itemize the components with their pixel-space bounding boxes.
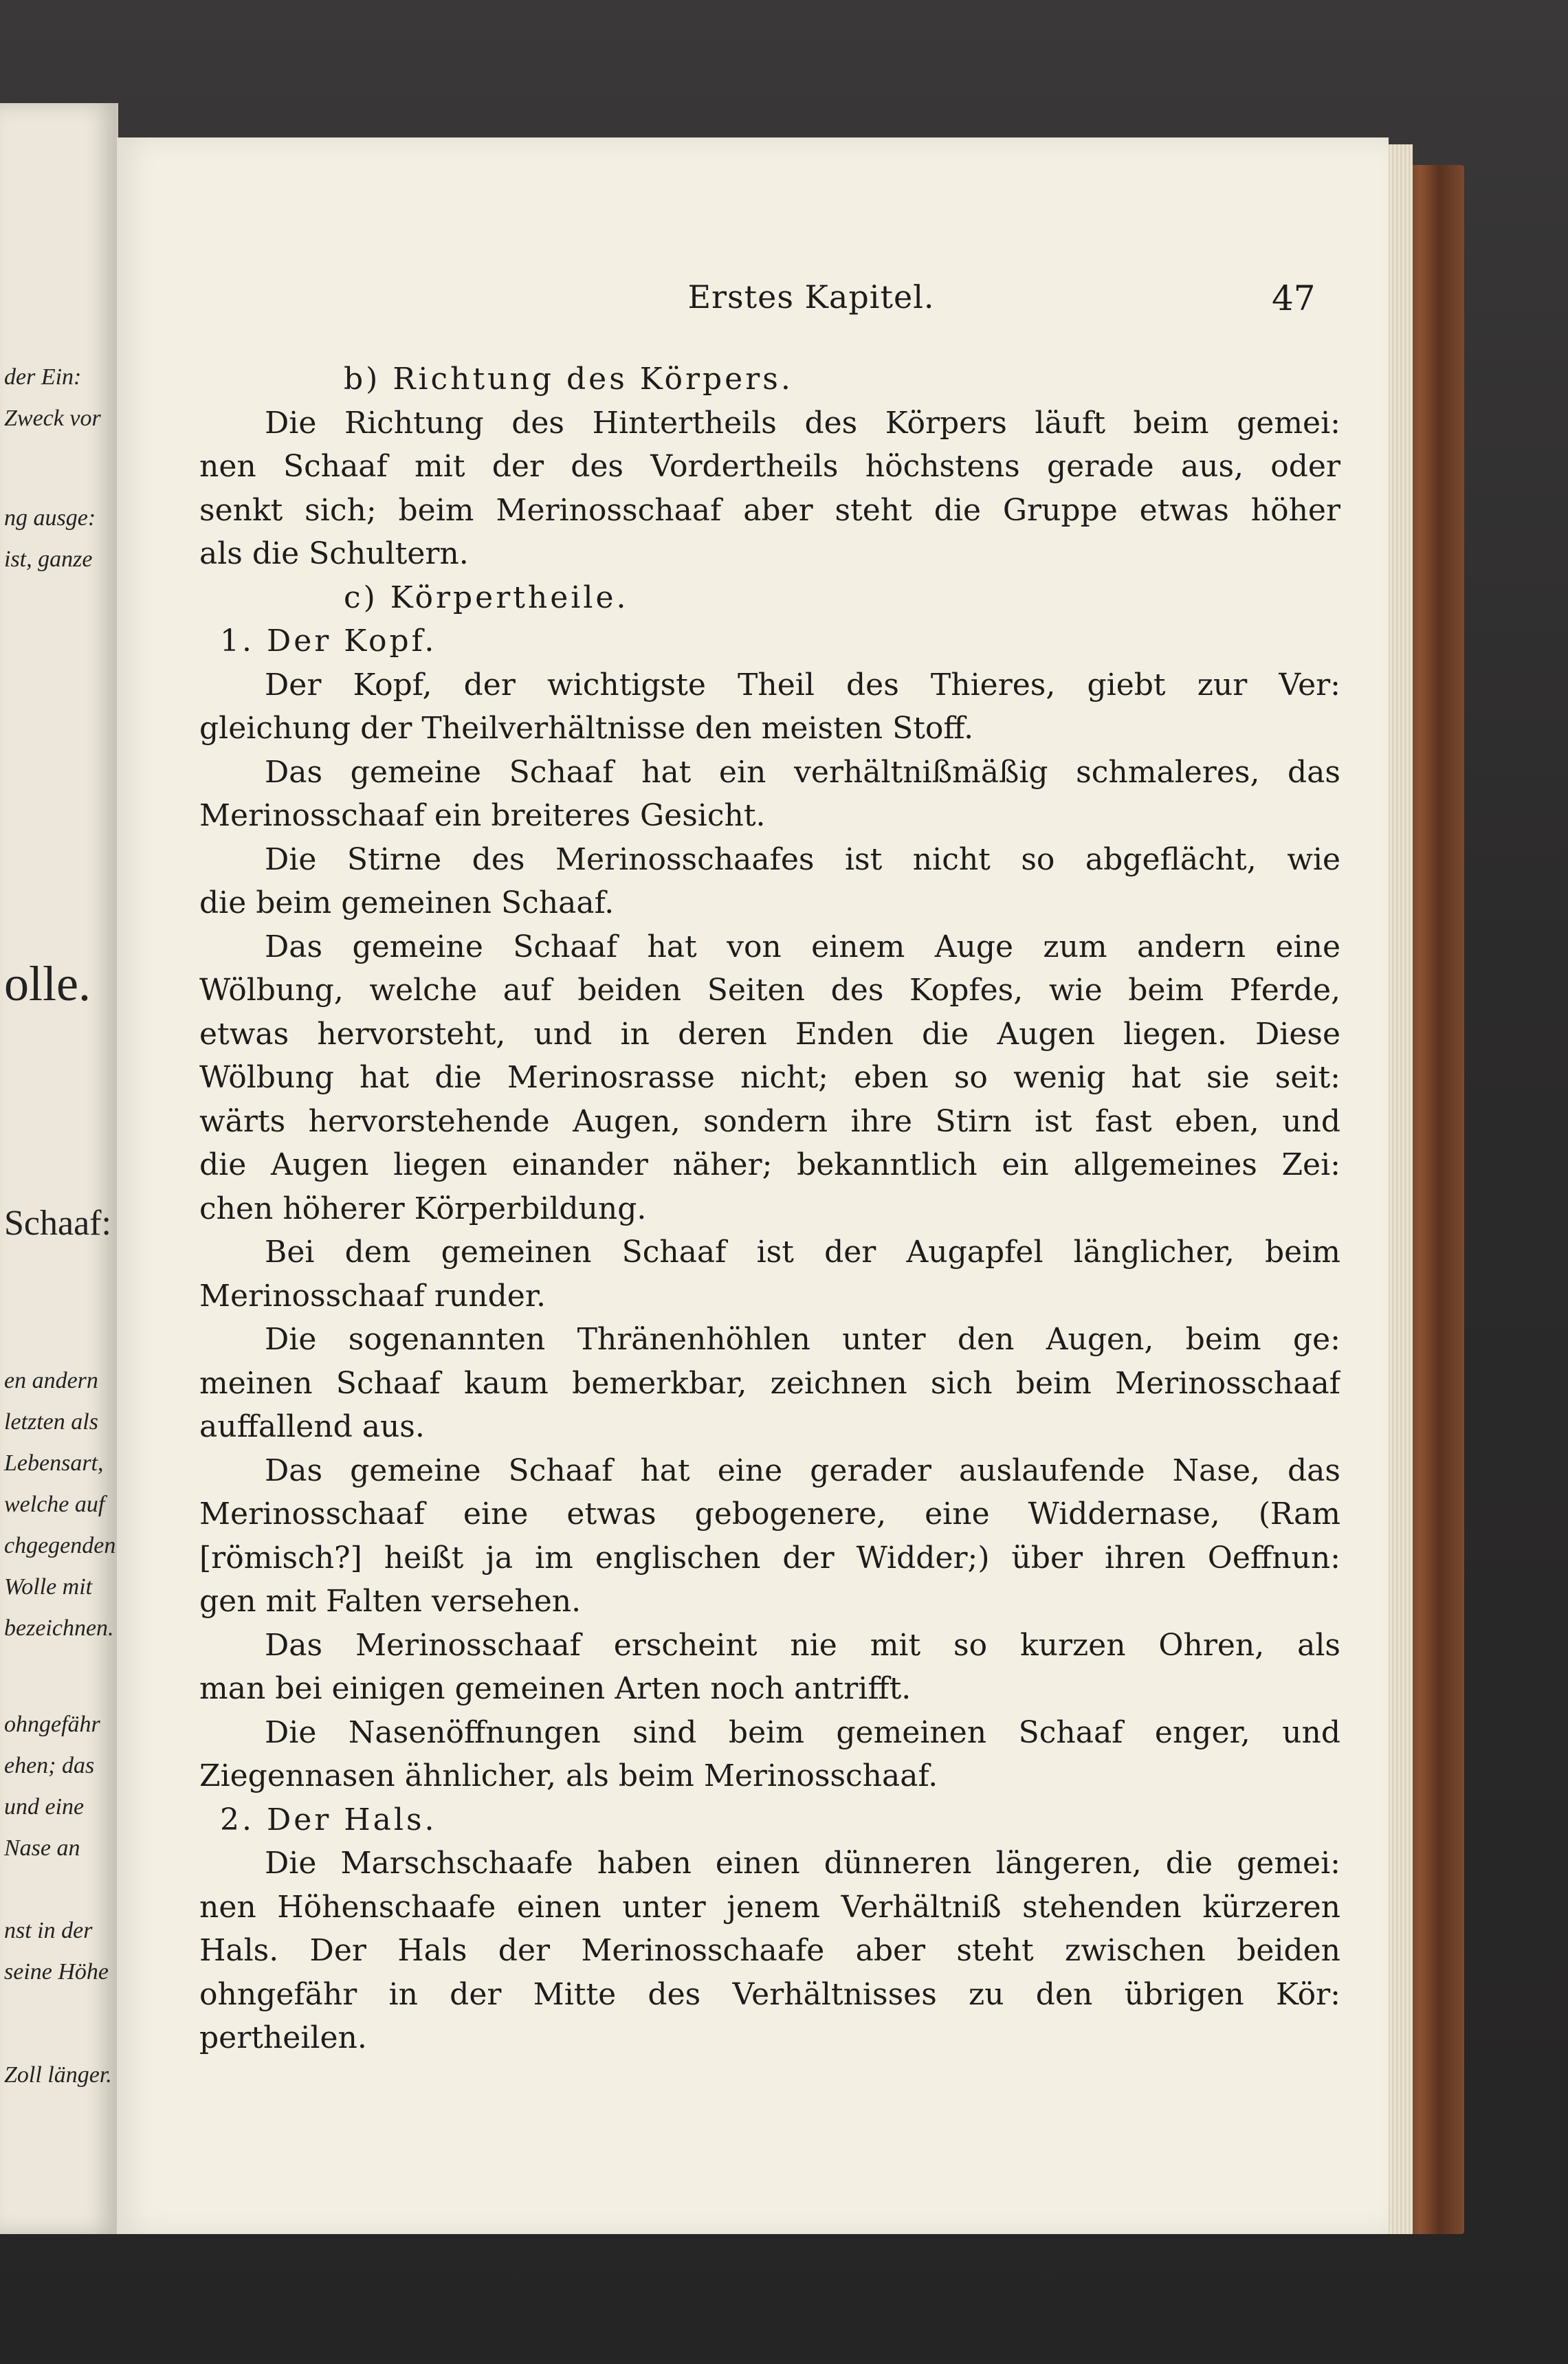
text-line: Bei dem gemeinen Schaaf ist der Augapfel länglicher, beim	[265, 1235, 1340, 1270]
text-line: etwas hervorsteht, und in deren Enden die Augen liegen. Diese	[199, 1016, 1340, 1052]
text-line: Wölbung, welche auf beiden Seiten des Kopfes, wie beim Pferde,	[199, 973, 1340, 1008]
left-facing-page	[0, 103, 118, 2234]
section-heading: 1. Der Kopf.	[220, 623, 437, 659]
text-line: Die Stirne des Merinosschaafes ist nicht so abgeflächt, wie	[265, 841, 1340, 877]
left-fragment: ist, ganze	[4, 546, 93, 572]
page-number: 47	[1272, 278, 1316, 318]
subheading: c) Körpertheile.	[344, 579, 629, 615]
subheading: b) Richtung des Körpers.	[344, 362, 793, 397]
text-line: Das gemeine Schaaf hat eine gerader auslaufende Nase, das	[265, 1452, 1340, 1488]
left-fragment: ehen; das	[4, 1753, 95, 1778]
text-line: Ziegennasen ähnlicher, als beim Merinosschaaf.	[199, 1758, 938, 1793]
left-fragment: Schaaf:	[4, 1204, 111, 1243]
left-fragment: olle.	[4, 956, 91, 1011]
text-line: nen Schaaf mit der des Vordertheils höchstens gerade aus, oder	[199, 449, 1340, 484]
text-line: chen höherer Körperbildung.	[199, 1191, 647, 1226]
text-line: Wölbung hat die Merinosrasse nicht; eben so wenig hat sie seit:	[199, 1060, 1340, 1095]
text-line: gleichung der Theilverhältnisse den meisten Stoff.	[199, 711, 974, 746]
text-line: Hals. Der Hals der Merinosschaafe aber steht zwischen beiden	[199, 1933, 1340, 1968]
text-line: Der Kopf, der wichtigste Theil des Thieres, giebt zur Ver:	[265, 667, 1340, 703]
running-title: Erstes Kapitel.	[687, 278, 935, 316]
text-line: gen mit Falten versehen.	[199, 1584, 582, 1619]
left-fragment: der Ein:	[4, 364, 82, 390]
text-line: nen Höhenschaafe einen unter jenem Verhältniß stehenden kürzeren	[199, 1889, 1340, 1925]
text-line: pertheilen.	[199, 2020, 367, 2055]
text-line: man bei einigen gemeinen Arten noch antrifft.	[199, 1671, 912, 1706]
left-fragment: en andern	[4, 1368, 98, 1393]
text-line: ohngefähr in der Mitte des Verhältnisses zu den übrigen Kör:	[199, 1976, 1340, 2012]
left-fragment: Wolle mit	[4, 1574, 93, 1600]
text-line: auffallend aus.	[199, 1409, 425, 1444]
text-line: Merinosschaaf eine etwas gebogenere, eine Widdernase, (Ram	[199, 1496, 1340, 1532]
text-line: wärts hervorstehende Augen, sondern ihre Stirn ist fast eben, und	[199, 1103, 1340, 1139]
left-fragment: letzten als	[4, 1409, 98, 1435]
text-line: Die Marschschaafe haben einen dünneren längeren, die gemei:	[265, 1846, 1340, 1881]
left-fragment: chgegenden	[4, 1533, 116, 1558]
text-line: Merinosschaaf ein breiteres Gesicht.	[199, 798, 766, 833]
text-line: meinen Schaaf kaum bemerkbar, zeichnen sich beim Merinosschaaf	[199, 1365, 1340, 1401]
left-fragment: Zoll länger.	[4, 2062, 112, 2088]
text-line: Das gemeine Schaaf hat von einem Auge zum andern eine	[265, 929, 1340, 964]
left-fragment: ng ausge:	[4, 505, 96, 531]
text-line: Das Merinosschaaf erscheint nie mit so kurzen Ohren, als	[265, 1627, 1340, 1663]
left-fragment: Nase an	[4, 1835, 80, 1861]
left-fragment: Zweck vor	[4, 406, 101, 431]
text-line: die beim gemeinen Schaaf.	[199, 885, 615, 920]
text-line: Die Nasenöffnungen sind beim gemeinen Schaaf enger, und	[265, 1714, 1340, 1750]
text-line: Die Richtung des Hintertheils des Körpers läuft beim gemei:	[265, 405, 1340, 441]
text-line: als die Schultern.	[199, 536, 469, 571]
text-line: Das gemeine Schaaf hat ein verhältnißmäßig schmaleres, das	[265, 754, 1340, 790]
section-heading: 2. Der Hals.	[220, 1802, 437, 1837]
left-fragment: und eine	[4, 1794, 85, 1820]
text-line: senkt sich; beim Merinosschaaf aber steht die Gruppe etwas höher	[199, 492, 1340, 528]
book-page	[117, 137, 1389, 2234]
left-fragment: ohngefähr	[4, 1712, 100, 1737]
left-fragment: seine Höhe	[4, 1959, 109, 1985]
left-fragment: nst in der	[4, 1918, 93, 1943]
text-line: [römisch?] heißt ja im englischen der Widder;) über ihren Oeffnun:	[199, 1540, 1340, 1576]
text-line: Merinosschaaf runder.	[199, 1278, 546, 1314]
text-line: Die sogenannten Thränenhöhlen unter den Augen, beim ge:	[265, 1322, 1340, 1357]
text-line: die Augen liegen einander näher; bekanntlich ein allgemeines Zei:	[199, 1147, 1340, 1182]
left-fragment: bezeichnen.	[4, 1615, 114, 1641]
left-fragment: welche auf	[4, 1492, 105, 1517]
body-text	[199, 357, 1340, 2060]
left-fragment: Lebensart,	[4, 1450, 104, 1476]
